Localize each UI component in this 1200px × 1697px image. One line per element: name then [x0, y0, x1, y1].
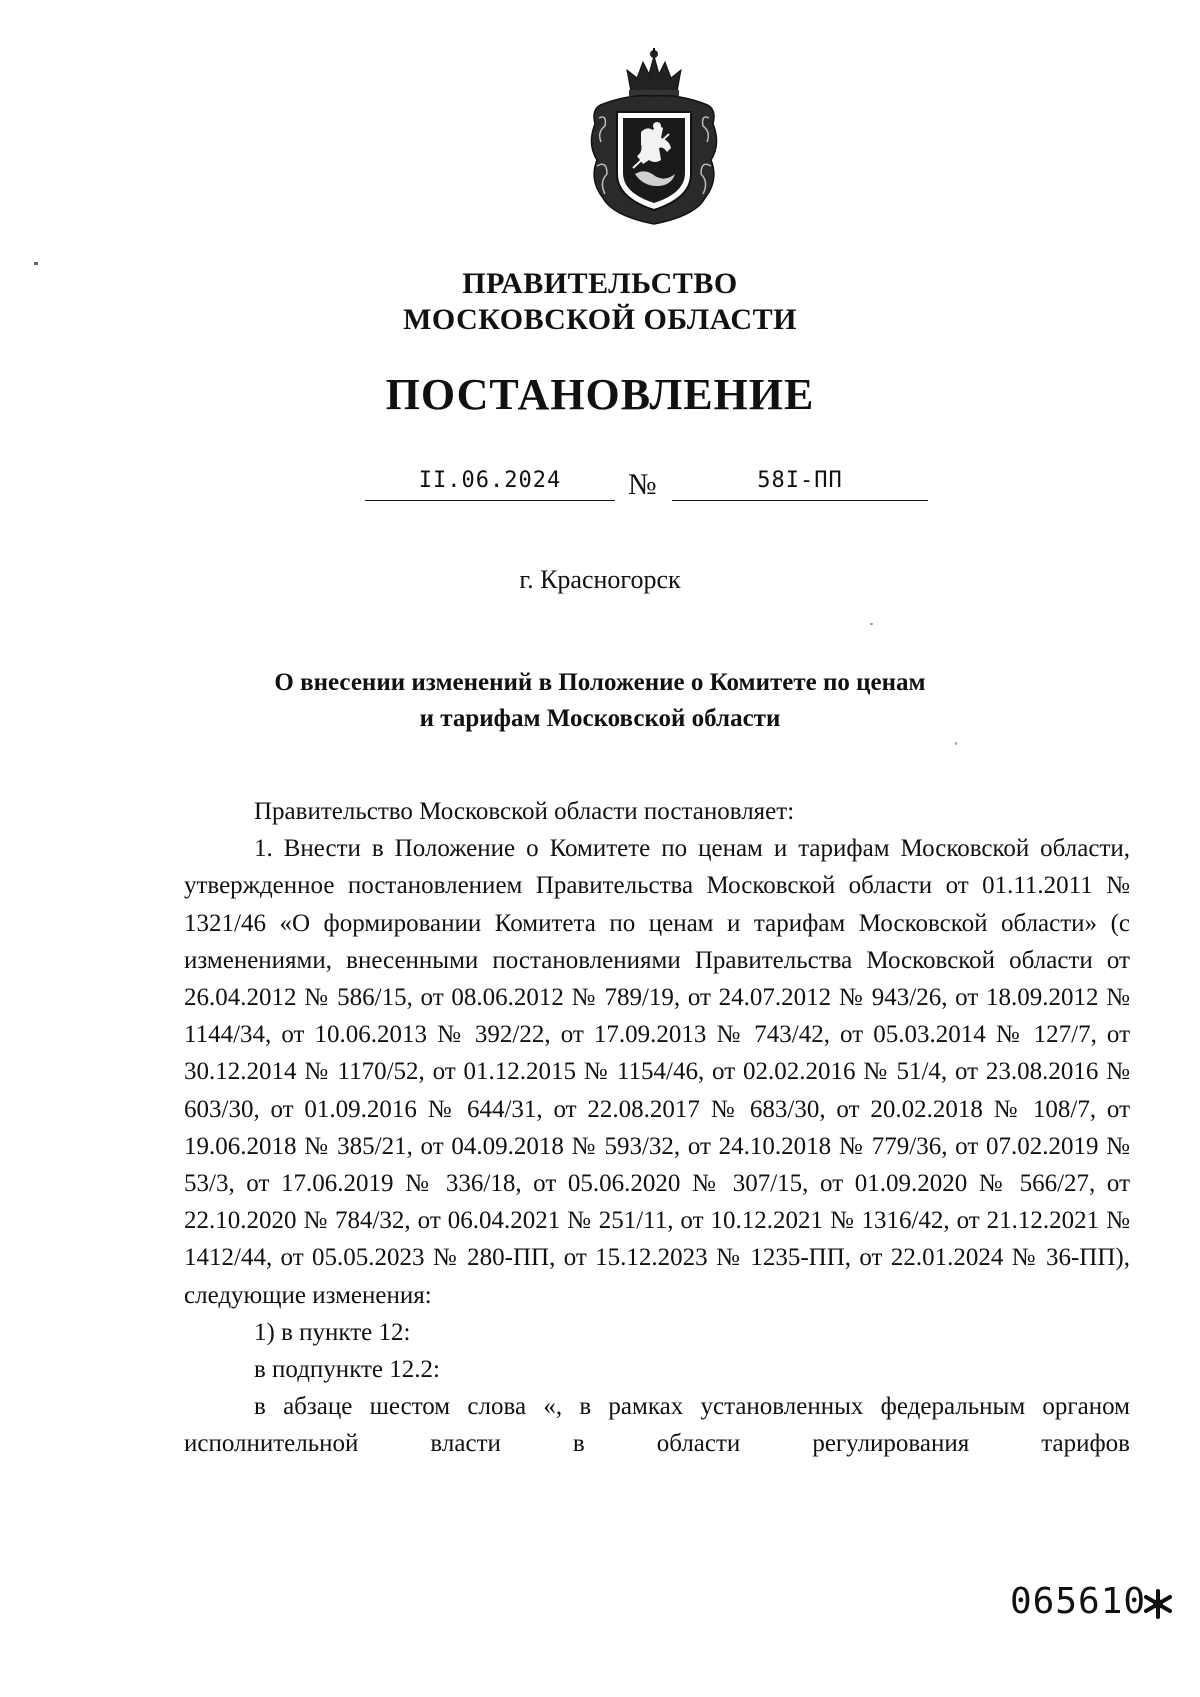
body-item-1: 1. Внести в Положение о Комитете по ценам и тарифам Московской области, утвержденное постановлением Правительства Московской области от 01.11.2011 № 1321/46 «О формировании Комитета по ценам и тарифам Московской области» (с изменениями, внесенными постановлениями Правительства Московской области от 26.04.2012 № 586/15, от 08.06.2012 № 789/19, от 24.07.2012 № 943/26, от 18.09.2012 № 1144/34, от 10.06.2013 № 392/22, от 17.09.2013 № 743/42, от 05.03.2014 № 127/7, от 30.12.2014 № 1170/52, от 01.12.2015 № 1154/46, от 02.02.2016 № 51/4, от 23.08.2016 № 603/30, от 01.09.2016 № 644/31, от 22.08.2017 № 683/30, от 20.02.2018 № 108/7, от 19.06.2018 № 385/21, от 04.09.2018 № 593/32, от 24.10.2018 № 779/36, от 07.02.2019 № 53/3, от 17.06.2019 № 336/18, от 05.06.2020 № 307/15, от 01.09.2020 № 566/27, от 22.10.2020 № 784/32, от 06.04.2021 № 251/11, от 10.12.2021 № 1316/42, от 21.12.2021 № 1412/44, от 05.05.2023 № 280-ПП, от 15.12.2023 № 1235-ПП, от 22.01.2024 № 36-ПП), следующие изменения: — [184, 835, 1130, 1309]
body-subitem-3: в абзаце шестом слова «, в рамках установленных федеральным органом исполнительной власти в области регулирования тарифов — [184, 1393, 1130, 1458]
government-name-line-2: МОСКОВСКОЙ ОБЛАСТИ — [403, 303, 797, 336]
scan-artifact — [870, 623, 873, 625]
document-subject — [0, 665, 1200, 737]
registration-line — [0, 466, 1200, 504]
document-number: 58I-ПП — [672, 466, 928, 501]
subject-line-1: О внесении изменений в Положение о Комитете по ценам — [274, 669, 926, 696]
serial-number: 065610 — [1010, 1581, 1147, 1622]
government-name-line-1: ПРАВИТЕЛЬСТВО — [462, 267, 738, 300]
coat-of-arms-icon — [583, 48, 725, 226]
scan-artifact — [955, 742, 957, 745]
scan-artifact — [34, 262, 38, 265]
document-type-title: ПОСТАНОВЛЕНИЕ — [385, 370, 815, 419]
document-date: II.06.2024 — [365, 466, 615, 501]
body-subitem-2: в подпункте 12.2: — [254, 1356, 440, 1384]
document-body — [184, 793, 1130, 1463]
subject-line-2: и тарифам Московской области — [419, 705, 781, 732]
asterisk-mark-icon — [1142, 1588, 1174, 1620]
number-sign: № — [628, 468, 657, 501]
body-intro: Правительство Московской области постановляет: — [254, 798, 795, 825]
city-name: г. Красногорск — [519, 565, 681, 594]
government-name — [0, 266, 1200, 338]
body-subitem-1: 1) в пункте 12: — [254, 1318, 411, 1346]
